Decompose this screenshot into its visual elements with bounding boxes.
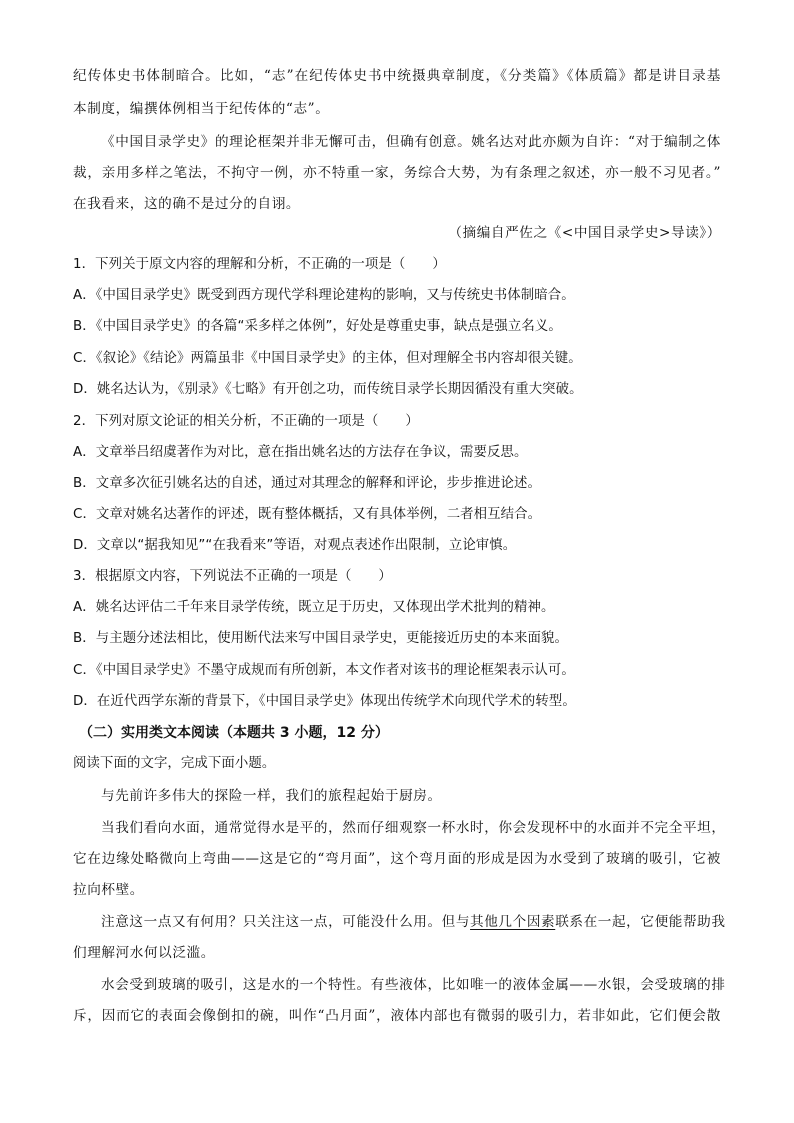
question-3-option-b: B．与主题分述法相比，使用断代法来写中国目录学史，更能接近历史的本来面貌。 xyxy=(73,631,568,646)
question-1-option-d: D．姚名达认为，《别录》《七略》有开创之功，而传统目录学长期因循没有重大突破。 xyxy=(73,382,583,397)
section-2-paragraph-4-line-1: 水会受到玻璃的吸引，这是水的一个特性。有些液体，比如唯一的液体金属——水银，会受玻璃的排 xyxy=(101,977,726,993)
question-1-option-c: C．《叙论》《结论》两篇虽非《中国目录学史》的主体，但对理解全书内容却很关键。 xyxy=(73,351,582,366)
passage1-line-1: 纪传体史书体制暗合。比如，“志”在纪传体史书中统摄典章制度，《分类篇》《体质篇》都是讲目录基 xyxy=(73,68,721,84)
section-2-paragraph-4-line-2: 斥，因而它的表面会像倒扣的碗，叫作“凸月面”，液体内部也有微弱的吸引力，若非如此，它们便会散 xyxy=(73,1008,721,1024)
section-2-instruction: 阅读下面的文字，完成下面小题。 xyxy=(73,756,276,771)
question-2-option-d: D．文章以“据我知见”“在我看来”等语，对观点表述作出限制，立论审慎。 xyxy=(73,538,517,553)
paragraph-3-text-b: 联系在一起，它便能帮助我 xyxy=(555,914,726,930)
section-2-paragraph-2-line-1: 当我们看向水面，通常觉得水是平的，然而仔细观察一杯水时，你会发现杯中的水面并不完全平坦， xyxy=(101,820,726,836)
question-3-stem: 3．根据原文内容，下列说法不正确的一项是（ ） xyxy=(73,569,392,584)
passage1-source: （摘编自严佐之《<中国目录学史>导读》） xyxy=(448,225,721,241)
passage1-line-2: 本制度，编撰体例相当于纪传体的“志”。 xyxy=(73,101,330,117)
section-2-heading: （二）实用类文本阅读（本题共 3 小题，12 分） xyxy=(79,725,389,741)
question-3-option-a: A．姚名达评估二千年来目录学传统，既立足于历史，又体现出学术批判的精神。 xyxy=(73,600,555,615)
question-1-option-b: B．《中国目录学史》的各篇“采多样之体例”，好处是尊重史事，缺点是强立名义。 xyxy=(73,319,562,334)
section-2-paragraph-3-line-2: 们理解河水何以泛滥。 xyxy=(73,945,215,961)
passage1-line-4: 裁，亲用多样之笔法，不拘守一例，亦不特重一家，务综合大势，为有条理之叙述，亦一般不习见者。” xyxy=(73,165,721,181)
question-2-option-b: B．文章多次征引姚名达的自述，通过对其理念的解释和评论，步步推进论述。 xyxy=(73,476,541,491)
passage1-line-5: 在我看来，这的确不是过分的自诩。 xyxy=(73,196,301,212)
question-1-stem: 1．下列关于原文内容的理解和分析，不正确的一项是（ ） xyxy=(73,257,446,272)
question-1-option-a: A．《中国目录学史》既受到西方现代学科理论建构的影响，又与传统史书体制暗合。 xyxy=(73,288,575,303)
section-2-paragraph-3-line-1 xyxy=(101,912,726,932)
question-3-option-d: D．在近代西学东渐的背景下，《中国目录学史》体现出传统学术向现代学术的转型。 xyxy=(73,694,576,709)
question-2-option-c: C．文章对姚名达著作的评述，既有整体概括，又有具体举例，二者相互结合。 xyxy=(73,507,542,522)
question-3-option-c: C．《中国目录学史》不墨守成规而有所创新，本文作者对该书的理论框架表示认可。 xyxy=(73,663,575,678)
passage1-line-3: 《中国目录学史》的理论框架并非无懈可击，但确有创意。姚名达对此亦颇为自许：“对于编制之体 xyxy=(101,134,721,150)
paragraph-3-text-a: 注意这一点又有何用？只关注这一点，可能没什么用。但与 xyxy=(101,914,471,930)
section-2-paragraph-1: 与先前许多伟大的探险一样，我们的旅程起始于厨房。 xyxy=(101,788,442,804)
question-2-option-a: A．文章举吕绍虞著作为对比，意在指出姚名达的方法存在争议，需要反思。 xyxy=(73,445,528,460)
underlined-phrase: 其他几个因素 xyxy=(470,914,556,930)
section-2-paragraph-2-line-2: 它在边缘处略微向上弯曲——这是它的“弯月面”，这个弯月面的形成是因为水受到了玻璃的吸引，它被 xyxy=(73,851,721,867)
section-2-paragraph-2-line-3: 拉向杯壁。 xyxy=(73,882,144,898)
question-2-stem: 2．下列对原文论证的相关分析，不正确的一项是（ ） xyxy=(73,414,419,429)
